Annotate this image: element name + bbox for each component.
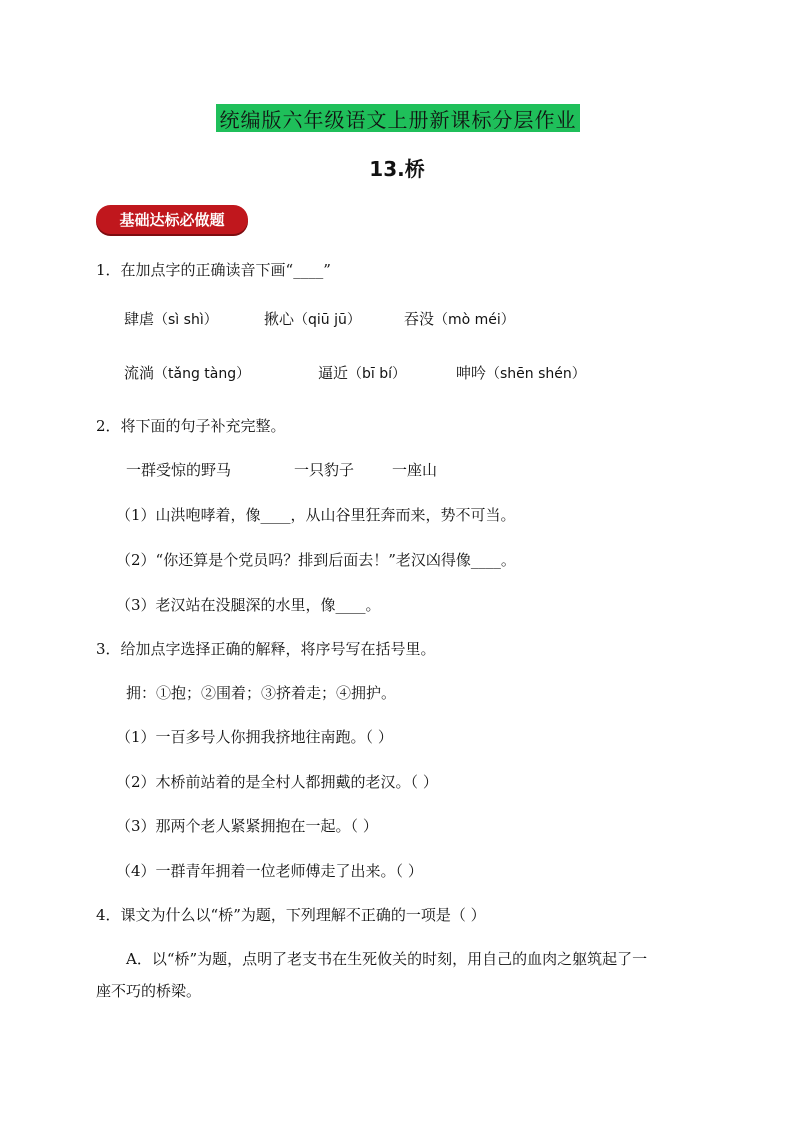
q2-option-3: 一座山: [392, 461, 438, 479]
q1-item-word: 逼近: [318, 364, 349, 382]
q1-item-pinyin: （mò méi）: [434, 312, 515, 328]
lesson-title: 13.桥: [369, 157, 425, 181]
section-badge: [96, 205, 248, 234]
q1-item-word: 揪心: [264, 310, 295, 328]
q1-item-1: [124, 308, 218, 329]
q1-item-6: [456, 362, 586, 383]
question-2-prompt: 2．将下面的句子补充完整。: [96, 417, 286, 435]
q1-item-pinyin: （bī bí）: [348, 366, 407, 382]
q1-item-pinyin: （tǎng tàng）: [154, 366, 251, 382]
q3-definition: 拥：①抱；②围着；③挤着走；④拥护。: [126, 684, 397, 702]
question-3-prompt: 3．给加点字选择正确的解释，将序号写在括号里。: [96, 640, 436, 658]
q1-item-3: [404, 308, 515, 329]
q2-option-1: 一群受惊的野马: [126, 461, 232, 479]
q2-sentence-1: （1）山洪咆哮着，像____，从山谷里狂奔而来，势不可当。: [116, 506, 516, 524]
q2-option-2: 一只豹子: [294, 461, 355, 479]
q1-item-word: 吞没: [404, 310, 435, 328]
q1-item-word: 呻吟: [456, 364, 487, 382]
q1-item-word: 流淌: [124, 364, 155, 382]
q3-sentence-2: （2）木桥前站着的是全村人都拥戴的老汉。（ ）: [116, 773, 438, 791]
worksheet-banner: [216, 104, 580, 132]
q2-sentence-3: （3）老汉站在没腿深的水里，像____。: [116, 596, 381, 614]
q3-sentence-4: （4）一群青年拥着一位老师傅走了出来。（ ）: [116, 862, 423, 880]
worksheet-title: 统编版六年级语文上册新课标分层作业: [219, 107, 577, 132]
q1-item-word: 肆虐: [124, 310, 155, 328]
q1-item-4: [124, 362, 250, 383]
q3-sentence-3: （3）那两个老人紧紧拥抱在一起。（ ）: [116, 817, 378, 835]
section-badge-label: 基础达标必做题: [119, 211, 225, 229]
q2-sentence-2: （2）“你还算是个党员吗？排到后面去！”老汉凶得像____。: [116, 551, 516, 569]
q1-item-2: [264, 308, 361, 329]
q4-option-a-line2: 座不巧的桥梁。: [96, 982, 202, 1000]
q3-sentence-1: （1）一百多号人你拥我挤地往南跑。（ ）: [116, 728, 393, 746]
q1-item-pinyin: （shēn shén）: [486, 366, 586, 382]
q1-item-pinyin: （qiū jū）: [294, 312, 361, 328]
question-1-prompt: 1．在加点字的正确读音下画“____”: [96, 261, 331, 279]
q4-option-a-line1: A．以“桥”为题，点明了老支书在生死攸关的时刻，用自己的血肉之躯筑起了一: [126, 950, 648, 968]
q1-item-pinyin: （sì shì）: [154, 312, 218, 328]
q1-item-5: [318, 362, 406, 383]
question-4-prompt: 4．课文为什么以“桥”为题，下列理解不正确的一项是（ ）: [96, 906, 486, 924]
